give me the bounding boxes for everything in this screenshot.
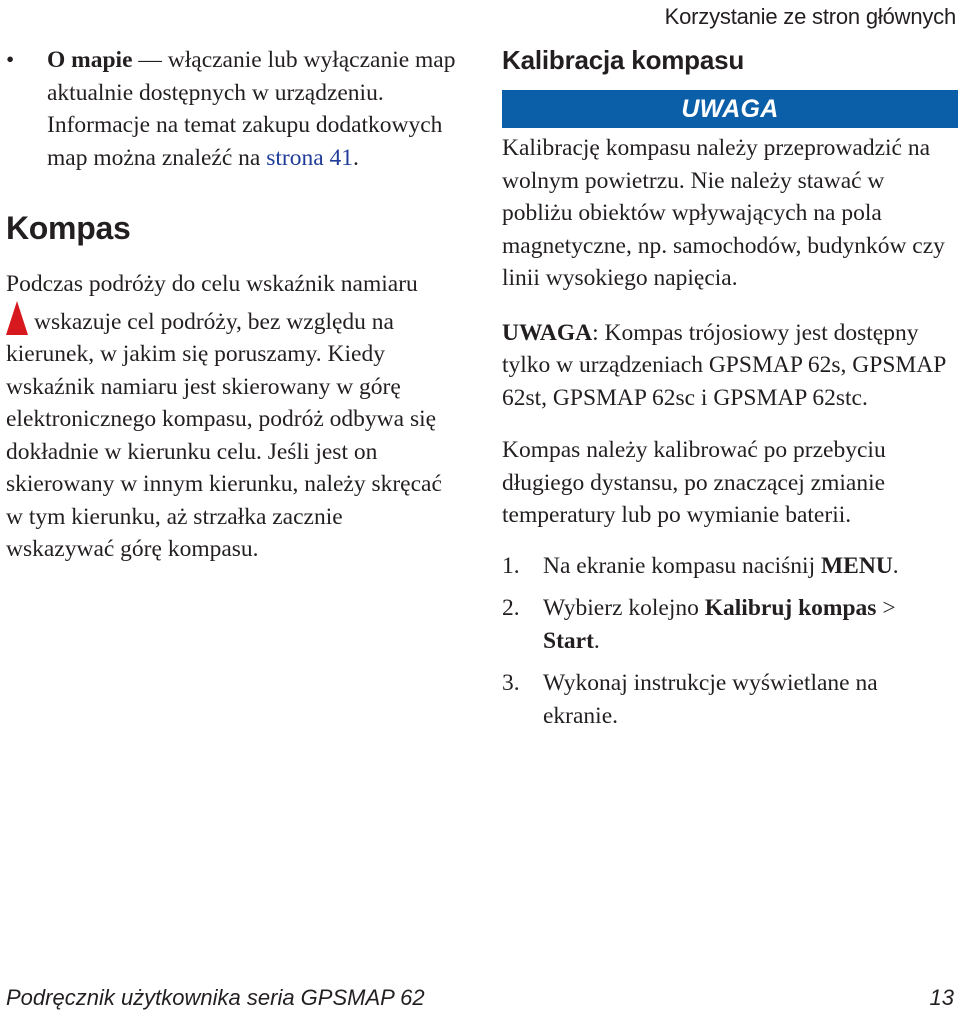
running-header: Korzystanie ze stron głównych	[664, 4, 956, 29]
bullet-dot: •	[6, 47, 15, 73]
step-separator: >	[876, 595, 896, 621]
notice-banner: UWAGA	[502, 90, 958, 128]
list-item	[502, 550, 958, 583]
step-text: Na ekranie kompasu naciśnij	[543, 552, 821, 579]
step-menu-calibrate: Kalibruj kompas	[704, 595, 877, 621]
bullet-term: O mapie	[47, 47, 133, 73]
list-item	[502, 667, 958, 732]
step-key-menu: MENU	[821, 552, 893, 579]
page-link[interactable]: strona 41	[266, 144, 354, 171]
kompas-paragraph	[6, 268, 456, 566]
right-column	[502, 44, 958, 732]
note-paragraph	[502, 317, 958, 415]
step-text: Wykonaj instrukcje wyświetlane na ekranie.	[543, 670, 878, 729]
left-column	[6, 44, 456, 566]
step-end: .	[593, 627, 600, 654]
bullet-text: włączanie lub wyłączanie map aktualnie dostępnych w urządzeniu. Informacje na temat zakupu dodatkowych map można znaleźć na	[47, 47, 456, 171]
subsection-title-calibration: Kalibracja kompasu	[502, 45, 745, 75]
kompas-text-rest: wskazuje cel podróży, bez względu na kierunek, w jakim się poruszamy. Kiedy wskaźnik namiaru jest skierowany w górę elektronicznego kompasu, podróż odbywa się dokładnie w kierunku celu. Jeśli jest on skierowany w innym kierunku, należy skręcać w tym kierunku, aż strzałka zacznie wskazywać górę kompasu.	[6, 308, 442, 562]
step-text: Wybierz kolejno	[543, 595, 705, 621]
kompas-text-start: Podczas podróży do celu wskaźnik namiaru	[6, 271, 418, 297]
calibration-paragraph: Kompas należy kalibrować po przebyciu długiego dystansu, po znaczącej zmianie temperatury lub po wymianie baterii.	[502, 437, 886, 528]
step-number: 1.	[502, 552, 520, 579]
section-title-kompas: Kompas	[6, 210, 131, 246]
bullet-end: .	[353, 144, 359, 171]
bullet-dash: —	[132, 47, 168, 73]
steps-list	[502, 550, 958, 733]
notice-text: Kalibrację kompasu należy przeprowadzić na wolnym powietrzu. Nie należy stawać w pobliżu obiektów wpływających na pola magnetyczne, np. samochodów, budynków czy linii wysokiego napięcia.	[502, 135, 945, 291]
footer-manual-title: Podręcznik użytkownika seria GPSMAP 62	[6, 985, 425, 1010]
step-menu-start: Start	[543, 627, 594, 654]
bearing-pointer-icon	[6, 301, 28, 335]
step-number: 3.	[502, 670, 520, 696]
note-label: UWAGA	[502, 319, 593, 346]
note-text: : Kompas trójosiowy jest dostępny tylko w urządzeniach GPSMAP 62s, GPSMAP 62st, GPSMAP 62sc i GPSMAP 62stc.	[502, 319, 946, 411]
bullet-item-about-map	[6, 44, 456, 174]
step-number: 2.	[502, 595, 520, 621]
step-end: .	[892, 552, 899, 579]
footer-page-number: 13	[929, 985, 954, 1010]
list-item	[502, 592, 958, 657]
